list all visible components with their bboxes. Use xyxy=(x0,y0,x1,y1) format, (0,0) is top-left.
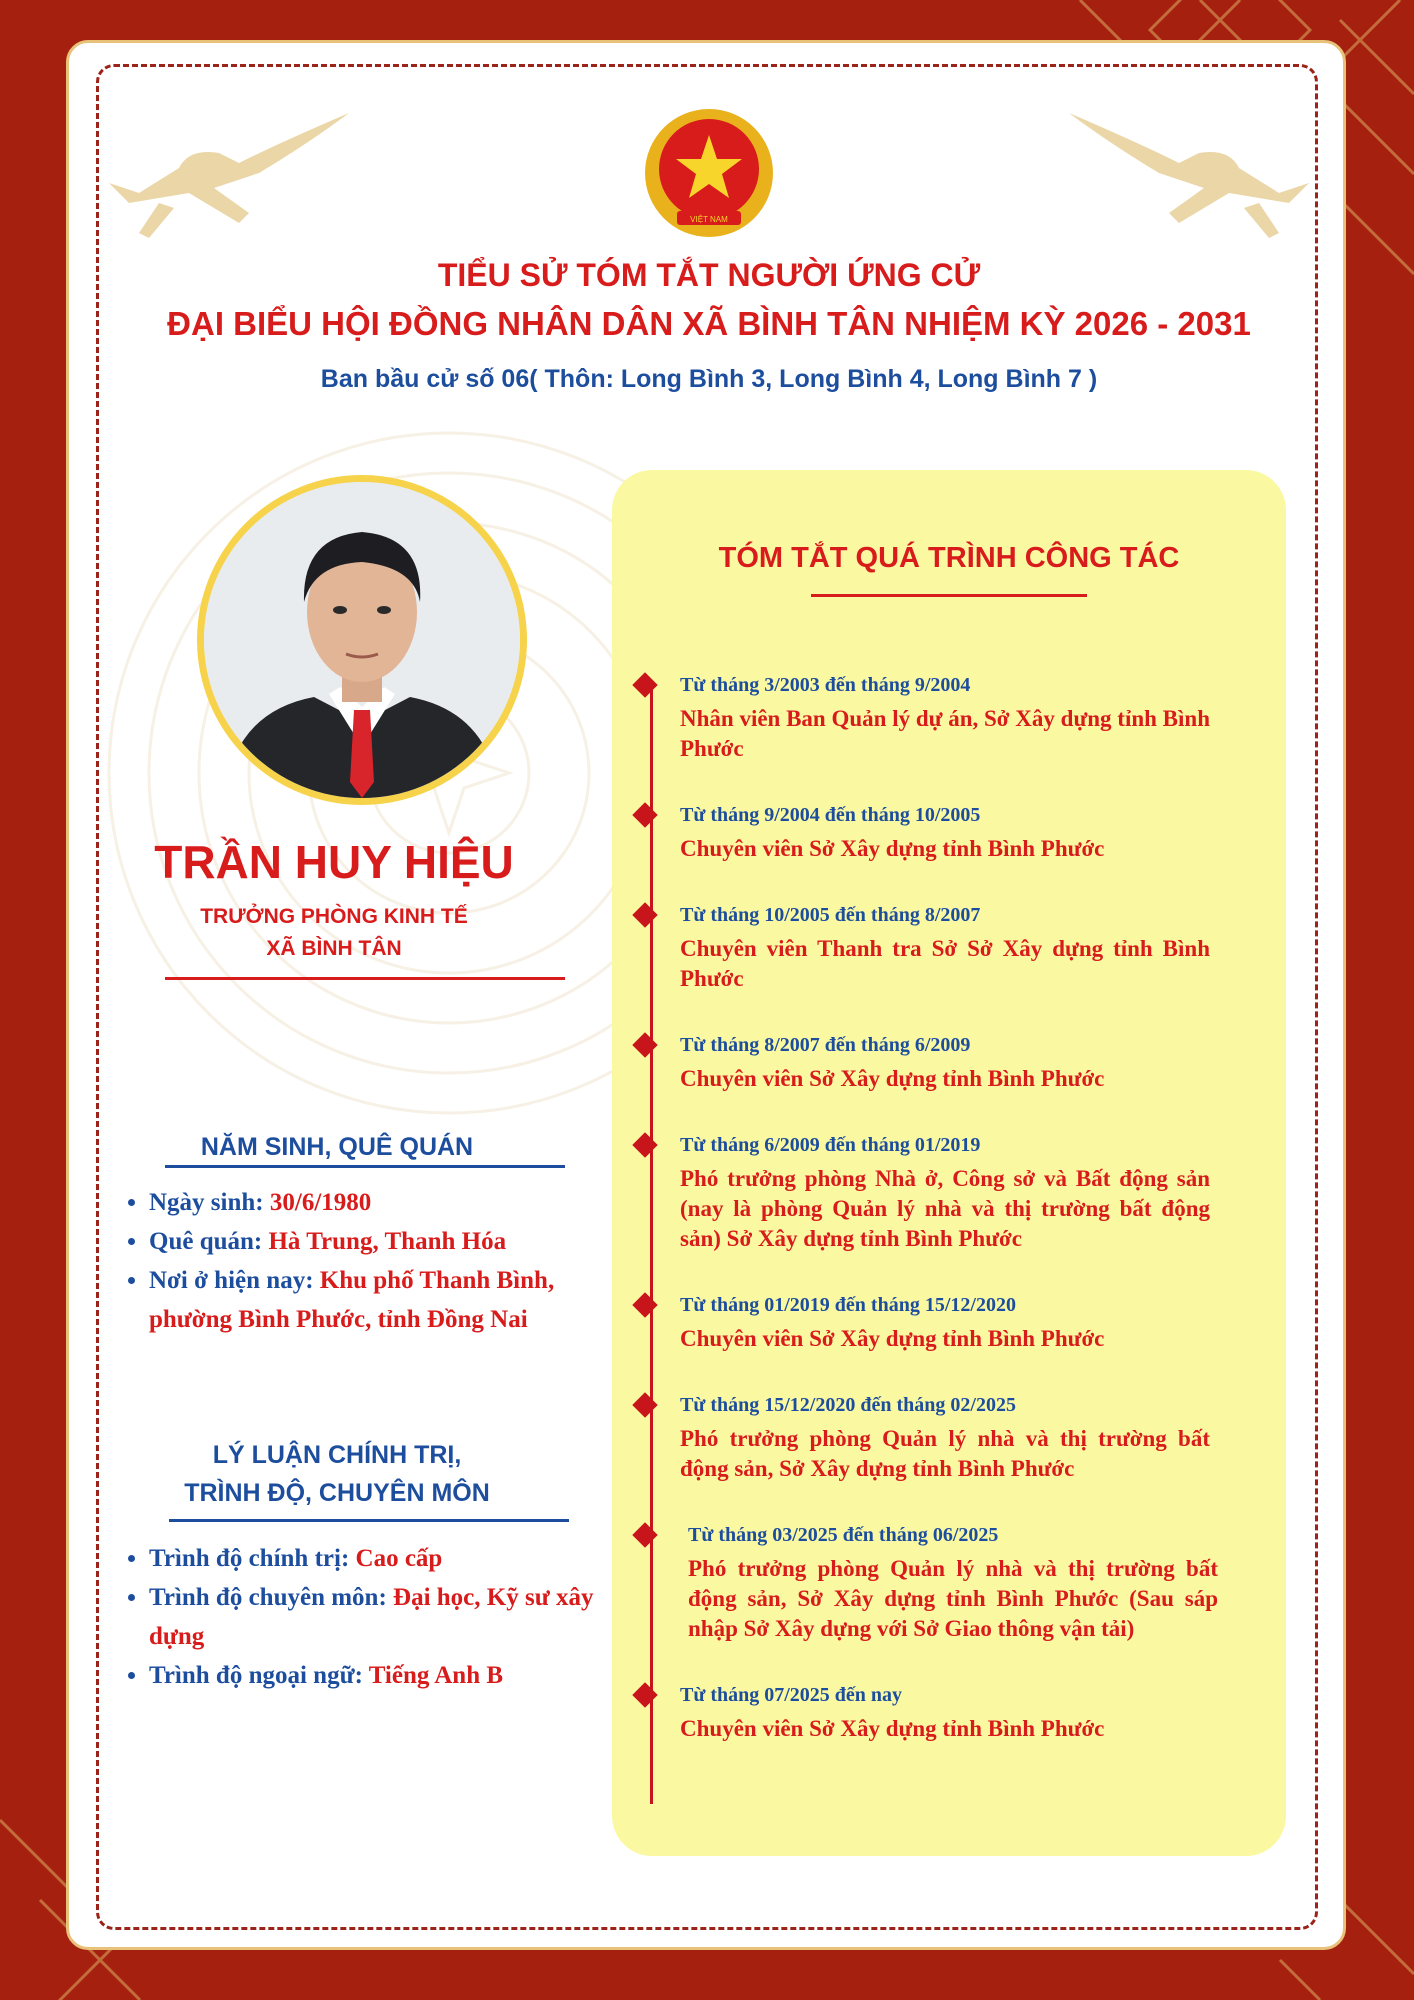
timeline-description: Phó trưởng phòng Nhà ở, Công sở và Bất động sản (nay là phòng Quản lý nhà và thị trường bất động sản) Sở Xây dựng tỉnh Bình Phước xyxy=(680,1166,1210,1251)
list-item: • Trình độ chuyên môn: Đại học, Kỹ sư xây dựng xyxy=(149,1578,629,1656)
career-panel-layer xyxy=(66,40,1346,1950)
timeline-description: Phó trưởng phòng Quản lý nhà và thị trường bất động sản, Sở Xây dựng tỉnh Bình Phước xyxy=(680,1426,1210,1481)
election-unit-subtitle: Ban bầu cử số 06( Thôn: Long Bình 3, Long Bình 4, Long Bình 7 ) xyxy=(320,365,1098,393)
education-section-title-line1: LÝ LUẬN CHÍNH TRỊ, xyxy=(212,1441,462,1469)
timeline-date: Từ tháng 01/2019 đến tháng 15/12/2020 xyxy=(680,1294,1016,1316)
timeline-item xyxy=(648,802,1228,864)
timeline-item xyxy=(648,1292,1228,1354)
timeline-date: Từ tháng 6/2009 đến tháng 01/2019 xyxy=(680,1134,981,1156)
candidate-position-line2: XÃ BÌNH TÂN xyxy=(266,937,402,960)
timeline-date: Từ tháng 10/2005 đến tháng 8/2007 xyxy=(680,904,981,926)
list-item: • Quê quán: Hà Trung, Thanh Hóa xyxy=(149,1222,629,1261)
document-title-line2: ĐẠI BIỂU HỘI ĐỒNG NHÂN DÂN XÃ BÌNH TÂN NHIỆM KỲ 2026 - 2031 xyxy=(167,305,1251,342)
timeline-date: Từ tháng 3/2003 đến tháng 9/2004 xyxy=(680,674,971,696)
timeline-date: Từ tháng 03/2025 đến tháng 06/2025 xyxy=(688,1524,999,1546)
list-item: • Ngày sinh: 30/6/1980 xyxy=(149,1183,629,1222)
list-item: • Trình độ ngoại ngữ: Tiếng Anh B xyxy=(149,1656,629,1695)
svg-text:VIỆT NAM: VIỆT NAM xyxy=(690,215,728,224)
timeline-date: Từ tháng 8/2007 đến tháng 6/2009 xyxy=(680,1034,971,1056)
candidate-position-line1: TRƯỞNG PHÒNG KINH TẾ xyxy=(200,905,468,928)
timeline-date: Từ tháng 07/2025 đến nay xyxy=(680,1684,903,1706)
timeline-item xyxy=(648,1682,1228,1744)
education-section-title-line2: TRÌNH ĐỘ, CHUYÊN MÔN xyxy=(184,1479,490,1507)
timeline-description: Chuyên viên Sở Xây dựng tỉnh Bình Phước xyxy=(680,1066,1105,1091)
timeline-item xyxy=(648,1132,1228,1254)
list-item: • Nơi ở hiện nay: Khu phố Thanh Bình, phường Bình Phước, tỉnh Đồng Nai xyxy=(149,1261,629,1339)
timeline-description: Chuyên viên Sở Xây dựng tỉnh Bình Phước xyxy=(680,836,1105,861)
timeline-description: Chuyên viên Sở Xây dựng tỉnh Bình Phước xyxy=(680,1716,1105,1741)
timeline-item xyxy=(648,902,1228,994)
candidate-name: TRẦN HUY HIỆU xyxy=(154,836,514,888)
list-item: • Trình độ chính trị: Cao cấp xyxy=(149,1539,629,1578)
career-panel-title: TÓM TẮT QUÁ TRÌNH CÔNG TÁC xyxy=(718,542,1180,574)
birth-section-title: NĂM SINH, QUÊ QUÁN xyxy=(200,1133,474,1161)
timeline-item xyxy=(648,1032,1228,1094)
timeline-description: Nhân viên Ban Quản lý dự án, Sở Xây dựng tỉnh Bình Phước xyxy=(680,706,1210,761)
timeline-date: Từ tháng 15/12/2020 đến tháng 02/2025 xyxy=(680,1394,1016,1416)
timeline-description: Phó trưởng phòng Quản lý nhà và thị trường bất động sản, Sở Xây dựng tỉnh Bình Phước (Sau sáp nhập Sở Xây dựng với Sở Giao thông vận tải) xyxy=(688,1556,1218,1641)
document-title-line1: TIỂU SỬ TÓM TẮT NGƯỜI ỨNG CỬ xyxy=(437,257,981,293)
timeline-date: Từ tháng 9/2004 đến tháng 10/2005 xyxy=(680,804,981,826)
timeline-item xyxy=(648,1392,1228,1484)
timeline-description: Chuyên viên Thanh tra Sở Sở Xây dựng tỉnh Bình Phước xyxy=(680,936,1210,991)
timeline-item xyxy=(648,672,1228,764)
timeline-description: Chuyên viên Sở Xây dựng tỉnh Bình Phước xyxy=(680,1326,1105,1351)
career-title-divider xyxy=(811,594,1087,597)
timeline-item xyxy=(648,1522,1228,1644)
